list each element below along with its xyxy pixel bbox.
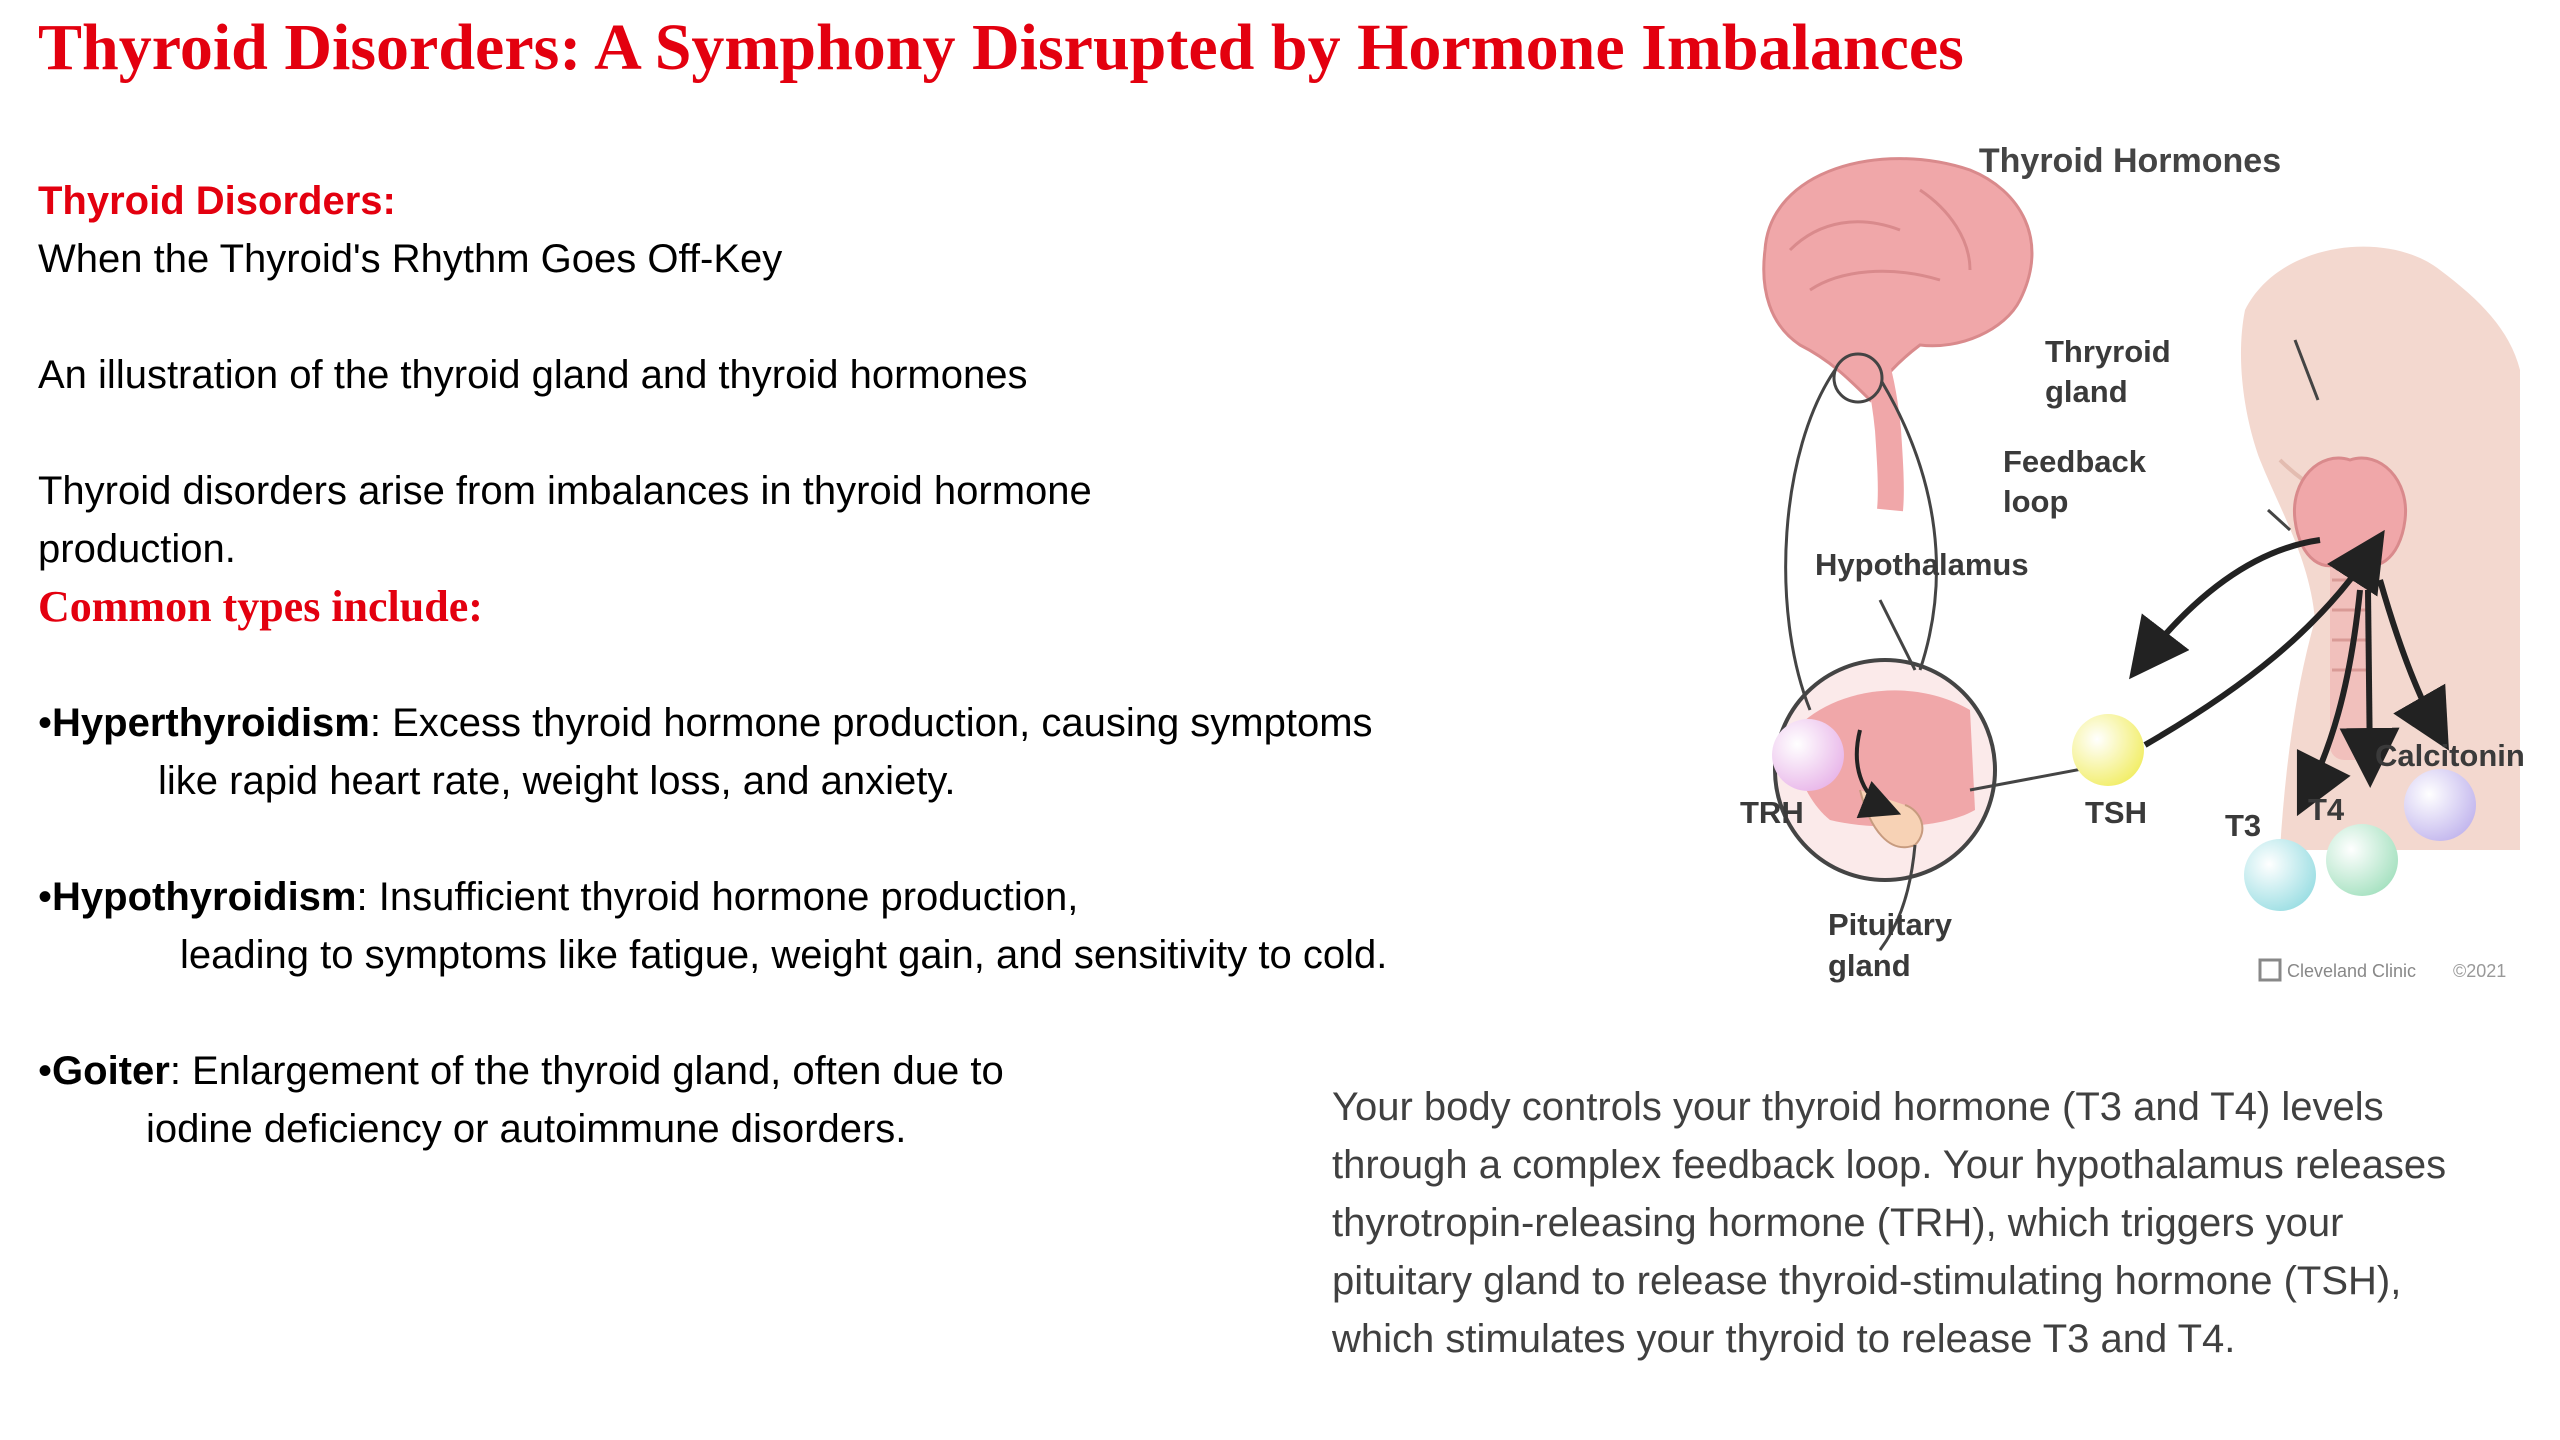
disorder-name: Hypothyroidism xyxy=(52,875,357,919)
cause-line-1: Thyroid disorders arise from imbalances in thyroid hormone xyxy=(38,469,1092,513)
disorder-description: : Insufficient thyroid hormone production, xyxy=(356,875,1079,919)
list-item-hyperthyroidism xyxy=(38,694,1598,810)
t3-sphere xyxy=(2244,839,2316,911)
label-t4: T4 xyxy=(2308,792,2345,827)
label-pituitary-gland: gland xyxy=(1828,948,1911,983)
disorder-name: Hyperthyroidism xyxy=(52,701,370,745)
calcitonin-sphere xyxy=(2404,769,2476,841)
label-feedback-loop: Feedback xyxy=(2003,444,2147,479)
brain xyxy=(1764,159,2032,510)
explanation-line: through a complex feedback loop. Your hypothalamus releases xyxy=(1332,1143,2447,1187)
label-t3: T3 xyxy=(2225,808,2262,843)
label-feedback-loop: loop xyxy=(2003,484,2069,519)
section-heading: Thyroid Disorders: xyxy=(38,179,396,223)
label-pituitary-gland: Pituitary xyxy=(1828,907,1953,942)
illustration-caption: An illustration of the thyroid gland and thyroid hormones xyxy=(38,353,1028,397)
explanation-line: Your body controls your thyroid hormone (T3 and T4) levels xyxy=(1332,1085,2384,1129)
section-subheading: When the Thyroid's Rhythm Goes Off-Key xyxy=(38,237,783,281)
label-thyroid-gland: Thryroid xyxy=(2045,334,2171,369)
thyroid-gland xyxy=(2294,458,2405,566)
types-heading: Common types include: xyxy=(38,582,483,631)
label-calcitonin: Calcitonin xyxy=(2375,738,2525,773)
explanation-line: thyrotropin-releasing hormone (TRH), which triggers your xyxy=(1332,1201,2344,1245)
disorder-name: Goiter xyxy=(52,1049,170,1093)
bullet-mark: • xyxy=(38,701,53,745)
image-credit xyxy=(2260,960,2506,981)
feedback-explanation xyxy=(1332,1078,2557,1368)
copyright-text: ©2021 xyxy=(2453,961,2507,981)
disorder-description-continued: leading to symptoms like fatigue, weight gain, and sensitivity to cold. xyxy=(180,933,1388,977)
disorder-description: : Excess thyroid hormone production, causing symptoms xyxy=(369,701,1373,745)
disorder-description-continued: like rapid heart rate, weight loss, and anxiety. xyxy=(158,759,956,803)
cause-line-2: production. xyxy=(38,527,236,571)
bullet-mark: • xyxy=(38,875,53,919)
label-thyroid-gland: gland xyxy=(2045,374,2128,409)
thyroid-hormones-illustration xyxy=(1720,130,2540,1010)
explanation-line: which stimulates your thyroid to release T3 and T4. xyxy=(1332,1317,2236,1361)
feedback-loop-diagram xyxy=(1720,130,2540,1010)
tsh-sphere xyxy=(2072,714,2144,786)
page-title: Thyroid Disorders: A Symphony Disrupted by Hormone Imbalances xyxy=(38,11,1964,84)
left-text-column xyxy=(38,172,1598,1158)
figure-title: Thyroid Hormones xyxy=(1978,142,2282,180)
label-tsh: TSH xyxy=(2085,795,2147,830)
label-trh: TRH xyxy=(1740,795,1804,830)
t4-sphere xyxy=(2326,824,2398,896)
credit-text: Cleveland Clinic xyxy=(2287,961,2417,981)
disorder-description: : Enlargement of the thyroid gland, often due to xyxy=(169,1049,1004,1093)
cleveland-clinic-logo-icon xyxy=(2260,960,2280,980)
explanation-line: pituitary gland to release thyroid-stimulating hormone (TSH), xyxy=(1332,1259,2402,1303)
list-item-hypothyroidism xyxy=(38,868,1598,984)
label-hypothalamus: Hypothalamus xyxy=(1815,547,2029,582)
bullet-mark: • xyxy=(38,1049,53,1093)
trh-sphere xyxy=(1772,719,1844,791)
disorder-description-continued: iodine deficiency or autoimmune disorders. xyxy=(146,1107,907,1151)
